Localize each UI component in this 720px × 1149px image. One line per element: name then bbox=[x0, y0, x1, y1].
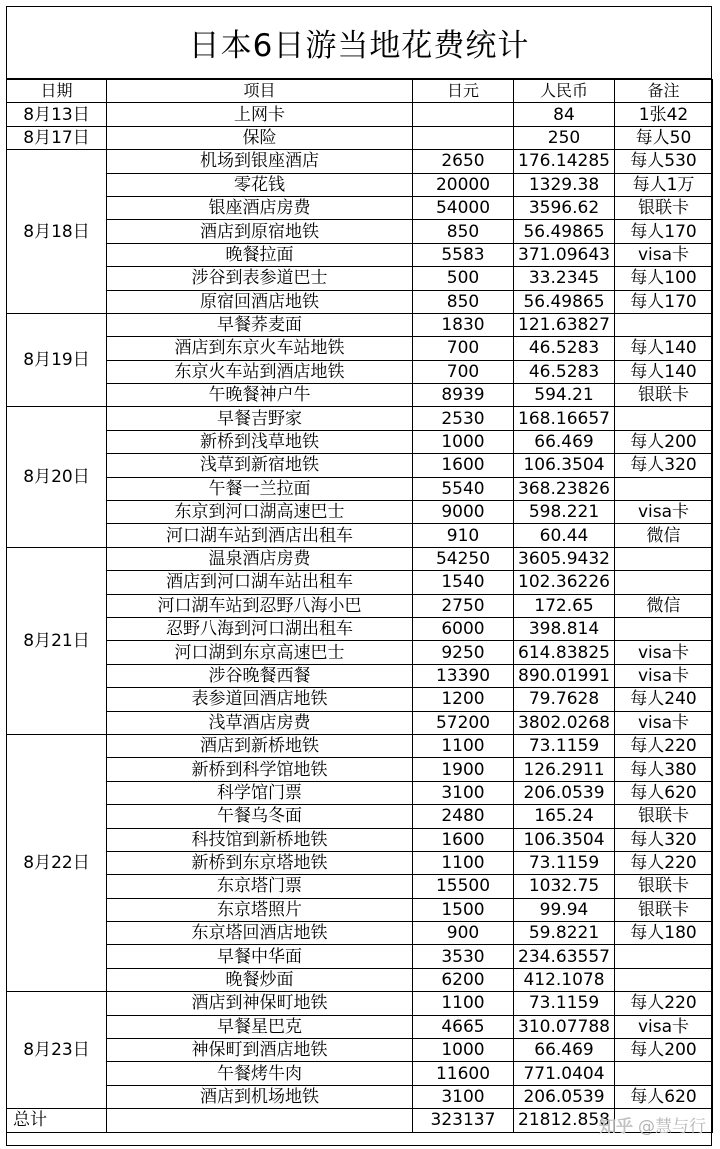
header-item: 项目 bbox=[107, 80, 413, 103]
item-cell: 早餐吉野家 bbox=[107, 407, 413, 430]
cny-cell: 176.14285 bbox=[514, 150, 615, 173]
note-cell: 银联卡 bbox=[615, 384, 713, 407]
date-cell: 8月20日 bbox=[7, 407, 107, 547]
cny-cell: 102.36226 bbox=[514, 571, 615, 594]
note-cell bbox=[615, 407, 713, 430]
table-row bbox=[7, 407, 713, 430]
table-row bbox=[7, 384, 713, 407]
item-cell: 机场到银座酒店 bbox=[107, 150, 413, 173]
cny-cell: 73.1159 bbox=[514, 851, 615, 874]
jpy-cell: 1500 bbox=[413, 898, 514, 921]
table-row bbox=[7, 547, 713, 570]
item-cell: 酒店到神保町地铁 bbox=[107, 992, 413, 1015]
expense-table bbox=[6, 79, 713, 1133]
item-cell: 东京到河口湖高速巴士 bbox=[107, 501, 413, 524]
table-row bbox=[7, 594, 713, 617]
note-cell: 每人200 bbox=[615, 1039, 713, 1062]
cny-cell: 165.24 bbox=[514, 805, 615, 828]
table-row bbox=[7, 524, 713, 547]
cny-cell: 46.5283 bbox=[514, 337, 615, 360]
note-cell: visa卡 bbox=[615, 711, 713, 734]
item-cell: 酒店到新桥地铁 bbox=[107, 734, 413, 757]
table-row bbox=[7, 501, 713, 524]
jpy-cell: 1200 bbox=[413, 688, 514, 711]
table-row bbox=[7, 711, 713, 734]
note-cell: visa卡 bbox=[615, 664, 713, 687]
note-cell: visa卡 bbox=[615, 641, 713, 664]
total-note-blank bbox=[615, 1109, 713, 1132]
jpy-cell: 3530 bbox=[413, 945, 514, 968]
cny-cell: 99.94 bbox=[514, 898, 615, 921]
jpy-cell: 2650 bbox=[413, 150, 514, 173]
note-cell bbox=[615, 617, 713, 640]
note-cell: 每人220 bbox=[615, 851, 713, 874]
jpy-cell: 1000 bbox=[413, 430, 514, 453]
note-cell: visa卡 bbox=[615, 1015, 713, 1038]
jpy-cell: 2750 bbox=[413, 594, 514, 617]
table-row bbox=[7, 688, 713, 711]
cny-cell: 56.49865 bbox=[514, 290, 615, 313]
jpy-cell: 9250 bbox=[413, 641, 514, 664]
zhihu-logo: 知乎 bbox=[599, 1117, 633, 1137]
sheet-title: 日本6日游当地花费统计 bbox=[7, 7, 711, 79]
cny-cell: 79.7628 bbox=[514, 688, 615, 711]
table-row bbox=[7, 267, 713, 290]
jpy-cell: 900 bbox=[413, 922, 514, 945]
table-row bbox=[7, 430, 713, 453]
cny-cell: 168.16657 bbox=[514, 407, 615, 430]
table-row bbox=[7, 571, 713, 594]
item-cell: 酒店到原宿地铁 bbox=[107, 220, 413, 243]
table-row bbox=[7, 150, 713, 173]
jpy-cell: 8939 bbox=[413, 384, 514, 407]
note-cell: 每人320 bbox=[615, 828, 713, 851]
item-cell: 早餐星巴克 bbox=[107, 1015, 413, 1038]
item-cell: 上网卡 bbox=[107, 103, 413, 126]
jpy-cell: 1830 bbox=[413, 313, 514, 336]
note-cell: 每人530 bbox=[615, 150, 713, 173]
cny-cell: 250 bbox=[514, 126, 615, 149]
note-cell: visa卡 bbox=[615, 243, 713, 266]
table-row bbox=[7, 945, 713, 968]
cny-cell: 890.01991 bbox=[514, 664, 615, 687]
table-row bbox=[7, 1039, 713, 1062]
cny-cell: 771.0404 bbox=[514, 1062, 615, 1085]
item-cell: 午晚餐神户牛 bbox=[107, 384, 413, 407]
header-note: 备注 bbox=[615, 80, 713, 103]
table-row bbox=[7, 734, 713, 757]
table-row bbox=[7, 1062, 713, 1085]
cny-cell: 106.3504 bbox=[514, 454, 615, 477]
item-cell: 东京塔照片 bbox=[107, 898, 413, 921]
jpy-cell: 910 bbox=[413, 524, 514, 547]
note-cell: 银联卡 bbox=[615, 875, 713, 898]
note-cell: 微信 bbox=[615, 594, 713, 617]
item-cell: 忍野八海到河口湖出租车 bbox=[107, 617, 413, 640]
table-row bbox=[7, 126, 713, 149]
note-cell: 银联卡 bbox=[615, 898, 713, 921]
item-cell: 神保町到酒店地铁 bbox=[107, 1039, 413, 1062]
cny-cell: 594.21 bbox=[514, 384, 615, 407]
cny-cell: 368.23826 bbox=[514, 477, 615, 500]
item-cell: 早餐中华面 bbox=[107, 945, 413, 968]
table-row bbox=[7, 220, 713, 243]
date-cell: 8月19日 bbox=[7, 313, 107, 407]
cny-cell: 206.0539 bbox=[514, 1085, 615, 1108]
note-cell: 每人240 bbox=[615, 688, 713, 711]
jpy-cell: 5583 bbox=[413, 243, 514, 266]
note-cell: 每人1万 bbox=[615, 173, 713, 196]
table-row bbox=[7, 173, 713, 196]
item-cell: 东京塔回酒店地铁 bbox=[107, 922, 413, 945]
note-cell: 每人140 bbox=[615, 360, 713, 383]
item-cell: 涉谷到表参道巴士 bbox=[107, 267, 413, 290]
item-cell: 涉谷晚餐西餐 bbox=[107, 664, 413, 687]
jpy-cell: 1600 bbox=[413, 828, 514, 851]
jpy-cell: 5540 bbox=[413, 477, 514, 500]
cny-cell: 33.2345 bbox=[514, 267, 615, 290]
cny-cell: 310.07788 bbox=[514, 1015, 615, 1038]
cny-cell: 84 bbox=[514, 103, 615, 126]
item-cell: 酒店到东京火车站地铁 bbox=[107, 337, 413, 360]
item-cell: 浅草酒店房费 bbox=[107, 711, 413, 734]
table-row bbox=[7, 617, 713, 640]
table-row bbox=[7, 851, 713, 874]
table-row bbox=[7, 805, 713, 828]
note-cell: visa卡 bbox=[615, 501, 713, 524]
jpy-cell: 20000 bbox=[413, 173, 514, 196]
item-cell: 东京塔门票 bbox=[107, 875, 413, 898]
jpy-cell: 15500 bbox=[413, 875, 514, 898]
jpy-cell: 11600 bbox=[413, 1062, 514, 1085]
note-cell: 每人620 bbox=[615, 1085, 713, 1108]
cny-cell: 60.44 bbox=[514, 524, 615, 547]
item-cell: 新桥到浅草地铁 bbox=[107, 430, 413, 453]
date-cell: 8月23日 bbox=[7, 992, 107, 1109]
cny-cell: 56.49865 bbox=[514, 220, 615, 243]
item-cell: 河口湖到东京高速巴士 bbox=[107, 641, 413, 664]
total-label: 总计 bbox=[7, 1109, 107, 1132]
header-cny: 人民币 bbox=[514, 80, 615, 103]
note-cell bbox=[615, 313, 713, 336]
note-cell: 每人380 bbox=[615, 758, 713, 781]
note-cell: 每人180 bbox=[615, 922, 713, 945]
item-cell: 晚餐拉面 bbox=[107, 243, 413, 266]
jpy-cell: 3100 bbox=[413, 1085, 514, 1108]
table-row bbox=[7, 641, 713, 664]
cny-cell: 398.814 bbox=[514, 617, 615, 640]
total-jpy: 323137 bbox=[413, 1109, 514, 1132]
item-cell: 新桥到东京塔地铁 bbox=[107, 851, 413, 874]
cny-cell: 1329.38 bbox=[514, 173, 615, 196]
note-cell: 每人220 bbox=[615, 992, 713, 1015]
jpy-cell: 54000 bbox=[413, 196, 514, 219]
cny-cell: 66.469 bbox=[514, 430, 615, 453]
item-cell: 温泉酒店房费 bbox=[107, 547, 413, 570]
jpy-cell: 1900 bbox=[413, 758, 514, 781]
jpy-cell: 2480 bbox=[413, 805, 514, 828]
date-cell: 8月13日 bbox=[7, 103, 107, 126]
jpy-cell: 57200 bbox=[413, 711, 514, 734]
note-cell: 每人200 bbox=[615, 430, 713, 453]
jpy-cell: 500 bbox=[413, 267, 514, 290]
jpy-cell: 700 bbox=[413, 360, 514, 383]
date-cell: 8月21日 bbox=[7, 547, 107, 734]
cny-cell: 3596.62 bbox=[514, 196, 615, 219]
table-row bbox=[7, 243, 713, 266]
note-cell: 每人170 bbox=[615, 220, 713, 243]
table-row bbox=[7, 992, 713, 1015]
cny-cell: 59.8221 bbox=[514, 922, 615, 945]
jpy-cell: 700 bbox=[413, 337, 514, 360]
jpy-cell: 1100 bbox=[413, 734, 514, 757]
cny-cell: 3802.0268 bbox=[514, 711, 615, 734]
item-cell: 午餐烤牛肉 bbox=[107, 1062, 413, 1085]
table-row bbox=[7, 758, 713, 781]
jpy-cell: 1100 bbox=[413, 992, 514, 1015]
table-row bbox=[7, 290, 713, 313]
note-cell bbox=[615, 477, 713, 500]
cny-cell: 46.5283 bbox=[514, 360, 615, 383]
note-cell: 每人100 bbox=[615, 267, 713, 290]
item-cell: 酒店到机场地铁 bbox=[107, 1085, 413, 1108]
item-cell: 河口湖车站到酒店出租车 bbox=[107, 524, 413, 547]
table-row bbox=[7, 454, 713, 477]
jpy-cell bbox=[413, 103, 514, 126]
note-cell: 每人620 bbox=[615, 781, 713, 804]
note-cell: 每人50 bbox=[615, 126, 713, 149]
jpy-cell: 850 bbox=[413, 290, 514, 313]
jpy-cell: 4665 bbox=[413, 1015, 514, 1038]
item-cell: 东京火车站到酒店地铁 bbox=[107, 360, 413, 383]
item-cell: 原宿回酒店地铁 bbox=[107, 290, 413, 313]
table-row bbox=[7, 898, 713, 921]
item-cell: 早餐荞麦面 bbox=[107, 313, 413, 336]
note-cell: 银联卡 bbox=[615, 196, 713, 219]
header-jpy: 日元 bbox=[413, 80, 514, 103]
table-row bbox=[7, 103, 713, 126]
table-row bbox=[7, 1015, 713, 1038]
table-row bbox=[7, 337, 713, 360]
table-row bbox=[7, 477, 713, 500]
item-cell: 零花钱 bbox=[107, 173, 413, 196]
jpy-cell: 1100 bbox=[413, 851, 514, 874]
total-cny: 21812.858 bbox=[514, 1109, 615, 1132]
table-row bbox=[7, 922, 713, 945]
cny-cell: 66.469 bbox=[514, 1039, 615, 1062]
jpy-cell: 2530 bbox=[413, 407, 514, 430]
jpy-cell: 1000 bbox=[413, 1039, 514, 1062]
note-cell: 每人320 bbox=[615, 454, 713, 477]
item-cell: 浅草到新宿地铁 bbox=[107, 454, 413, 477]
cny-cell: 1032.75 bbox=[514, 875, 615, 898]
item-cell: 银座酒店房费 bbox=[107, 196, 413, 219]
cny-cell: 126.2911 bbox=[514, 758, 615, 781]
note-cell: 每人220 bbox=[615, 734, 713, 757]
watermark-user: @慧与行 bbox=[638, 1117, 706, 1137]
cny-cell: 73.1159 bbox=[514, 992, 615, 1015]
note-cell: 1张42 bbox=[615, 103, 713, 126]
date-cell: 8月22日 bbox=[7, 734, 107, 991]
cny-cell: 371.09643 bbox=[514, 243, 615, 266]
jpy-cell: 6000 bbox=[413, 617, 514, 640]
item-cell: 科学馆门票 bbox=[107, 781, 413, 804]
total-item-blank bbox=[107, 1109, 413, 1132]
table-row bbox=[7, 196, 713, 219]
table-row bbox=[7, 360, 713, 383]
item-cell: 河口湖车站到忍野八海小巴 bbox=[107, 594, 413, 617]
table-row bbox=[7, 828, 713, 851]
item-cell: 保险 bbox=[107, 126, 413, 149]
jpy-cell: 9000 bbox=[413, 501, 514, 524]
date-cell: 8月17日 bbox=[7, 126, 107, 149]
table-row bbox=[7, 1085, 713, 1108]
date-cell: 8月18日 bbox=[7, 150, 107, 314]
item-cell: 新桥到科学馆地铁 bbox=[107, 758, 413, 781]
note-cell: 银联卡 bbox=[615, 805, 713, 828]
item-cell: 午餐乌冬面 bbox=[107, 805, 413, 828]
jpy-cell: 13390 bbox=[413, 664, 514, 687]
note-cell bbox=[615, 571, 713, 594]
header-date: 日期 bbox=[7, 80, 107, 103]
table-row bbox=[7, 968, 713, 991]
note-cell bbox=[615, 945, 713, 968]
total-row bbox=[7, 1109, 713, 1132]
note-cell: 微信 bbox=[615, 524, 713, 547]
jpy-cell: 6200 bbox=[413, 968, 514, 991]
item-cell: 科技馆到新桥地铁 bbox=[107, 828, 413, 851]
jpy-cell: 850 bbox=[413, 220, 514, 243]
item-cell: 酒店到河口湖车站出租车 bbox=[107, 571, 413, 594]
note-cell bbox=[615, 968, 713, 991]
header-row bbox=[7, 80, 713, 103]
jpy-cell: 54250 bbox=[413, 547, 514, 570]
jpy-cell: 3100 bbox=[413, 781, 514, 804]
cny-cell: 106.3504 bbox=[514, 828, 615, 851]
jpy-cell: 1540 bbox=[413, 571, 514, 594]
cny-cell: 412.1078 bbox=[514, 968, 615, 991]
table-row bbox=[7, 781, 713, 804]
expense-sheet bbox=[6, 6, 712, 1146]
cny-cell: 614.83825 bbox=[514, 641, 615, 664]
cny-cell: 172.65 bbox=[514, 594, 615, 617]
table-row bbox=[7, 875, 713, 898]
item-cell: 表参道回酒店地铁 bbox=[107, 688, 413, 711]
cny-cell: 234.63557 bbox=[514, 945, 615, 968]
item-cell: 午餐一兰拉面 bbox=[107, 477, 413, 500]
cny-cell: 73.1159 bbox=[514, 734, 615, 757]
table-row bbox=[7, 313, 713, 336]
table-row bbox=[7, 664, 713, 687]
note-cell: 每人140 bbox=[615, 337, 713, 360]
cny-cell: 598.221 bbox=[514, 501, 615, 524]
cny-cell: 3605.9432 bbox=[514, 547, 615, 570]
note-cell bbox=[615, 547, 713, 570]
note-cell: 每人170 bbox=[615, 290, 713, 313]
jpy-cell: 1600 bbox=[413, 454, 514, 477]
note-cell bbox=[615, 1062, 713, 1085]
jpy-cell bbox=[413, 126, 514, 149]
item-cell: 晚餐炒面 bbox=[107, 968, 413, 991]
cny-cell: 121.63827 bbox=[514, 313, 615, 336]
cny-cell: 206.0539 bbox=[514, 781, 615, 804]
